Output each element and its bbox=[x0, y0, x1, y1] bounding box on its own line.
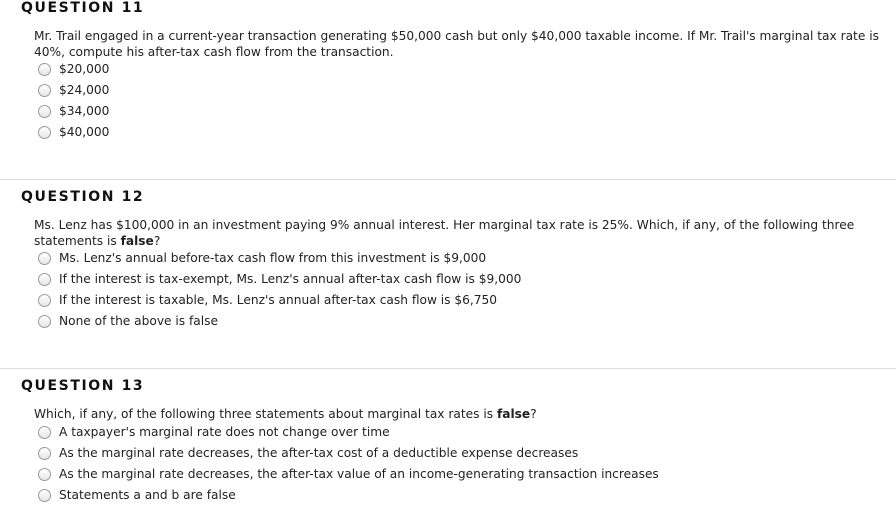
answer-option[interactable] bbox=[38, 103, 109, 119]
question-text-bold: false bbox=[120, 233, 154, 248]
question-title: QUESTION 13 bbox=[21, 378, 145, 394]
answer-option-label: Statements a and b are false bbox=[59, 488, 236, 502]
answer-option-label: As the marginal rate decreases, the after-tax value of an income-generating transaction increases bbox=[59, 467, 659, 481]
answer-option-label: If the interest is taxable, Ms. Lenz's annual after-tax cash flow is $6,750 bbox=[59, 293, 498, 307]
answer-option[interactable] bbox=[38, 292, 497, 308]
radio-button-icon[interactable] bbox=[38, 426, 51, 439]
radio-button-icon[interactable] bbox=[38, 63, 51, 76]
question-text-end: ? bbox=[530, 407, 537, 421]
answer-option-label: None of the above is false bbox=[59, 314, 219, 328]
answer-option[interactable] bbox=[38, 271, 521, 287]
radio-button-icon[interactable] bbox=[38, 294, 51, 307]
radio-button-icon[interactable] bbox=[38, 273, 51, 286]
question-text bbox=[34, 407, 884, 423]
answer-option[interactable] bbox=[38, 313, 218, 329]
question-text-part: Mr. Trail engaged in a current-year transaction generating $50,000 cash but only $40,000 taxable income. If Mr. Trail's marginal tax rate is 40%, compute his after-tax cash flow from the transaction. bbox=[34, 29, 879, 59]
answer-option[interactable] bbox=[38, 424, 390, 440]
radio-button-icon[interactable] bbox=[38, 315, 51, 328]
radio-button-icon[interactable] bbox=[38, 84, 51, 97]
answer-option[interactable] bbox=[38, 82, 109, 98]
answer-option[interactable] bbox=[38, 445, 578, 461]
answer-option-label: Ms. Lenz's annual before-tax cash flow from this investment is $9,000 bbox=[59, 251, 487, 265]
answer-option[interactable] bbox=[38, 250, 486, 266]
radio-button-icon[interactable] bbox=[38, 105, 51, 118]
question-text-end: ? bbox=[153, 233, 161, 248]
answer-option-label: $20,000 bbox=[59, 62, 110, 76]
question-text-part: Which, if any, of the following three statements about marginal tax rates is bbox=[34, 407, 497, 421]
answer-option-label: $40,000 bbox=[59, 125, 110, 139]
question-text bbox=[34, 29, 884, 60]
radio-button-icon[interactable] bbox=[38, 252, 51, 265]
question-title: QUESTION 12 bbox=[21, 189, 145, 205]
answer-option-label: A taxpayer's marginal rate does not change over time bbox=[59, 425, 390, 439]
question-title: QUESTION 11 bbox=[21, 0, 145, 16]
answer-option-label: If the interest is tax-exempt, Ms. Lenz's annual after-tax cash flow is $9,000 bbox=[59, 272, 522, 286]
answer-option-label: As the marginal rate decreases, the after-tax cost of a deductible expense decreases bbox=[59, 446, 579, 460]
answer-option[interactable] bbox=[38, 466, 659, 482]
answer-option[interactable] bbox=[38, 61, 109, 77]
question-text-bold: false bbox=[496, 407, 531, 421]
answer-option-label: $24,000 bbox=[59, 83, 110, 97]
divider bbox=[0, 179, 896, 180]
question-text bbox=[34, 218, 884, 249]
radio-button-icon[interactable] bbox=[38, 468, 51, 481]
radio-button-icon[interactable] bbox=[38, 447, 51, 460]
radio-button-icon[interactable] bbox=[38, 489, 51, 502]
divider bbox=[0, 368, 896, 369]
answer-option[interactable] bbox=[38, 487, 236, 503]
question-text-part: Ms. Lenz has $100,000 in an investment paying 9% annual interest. Her marginal tax rate is 25%. Which, if any, of the following three statements is bbox=[34, 218, 855, 248]
answer-option[interactable] bbox=[38, 124, 109, 140]
answer-option-label: $34,000 bbox=[59, 104, 110, 118]
radio-button-icon[interactable] bbox=[38, 126, 51, 139]
